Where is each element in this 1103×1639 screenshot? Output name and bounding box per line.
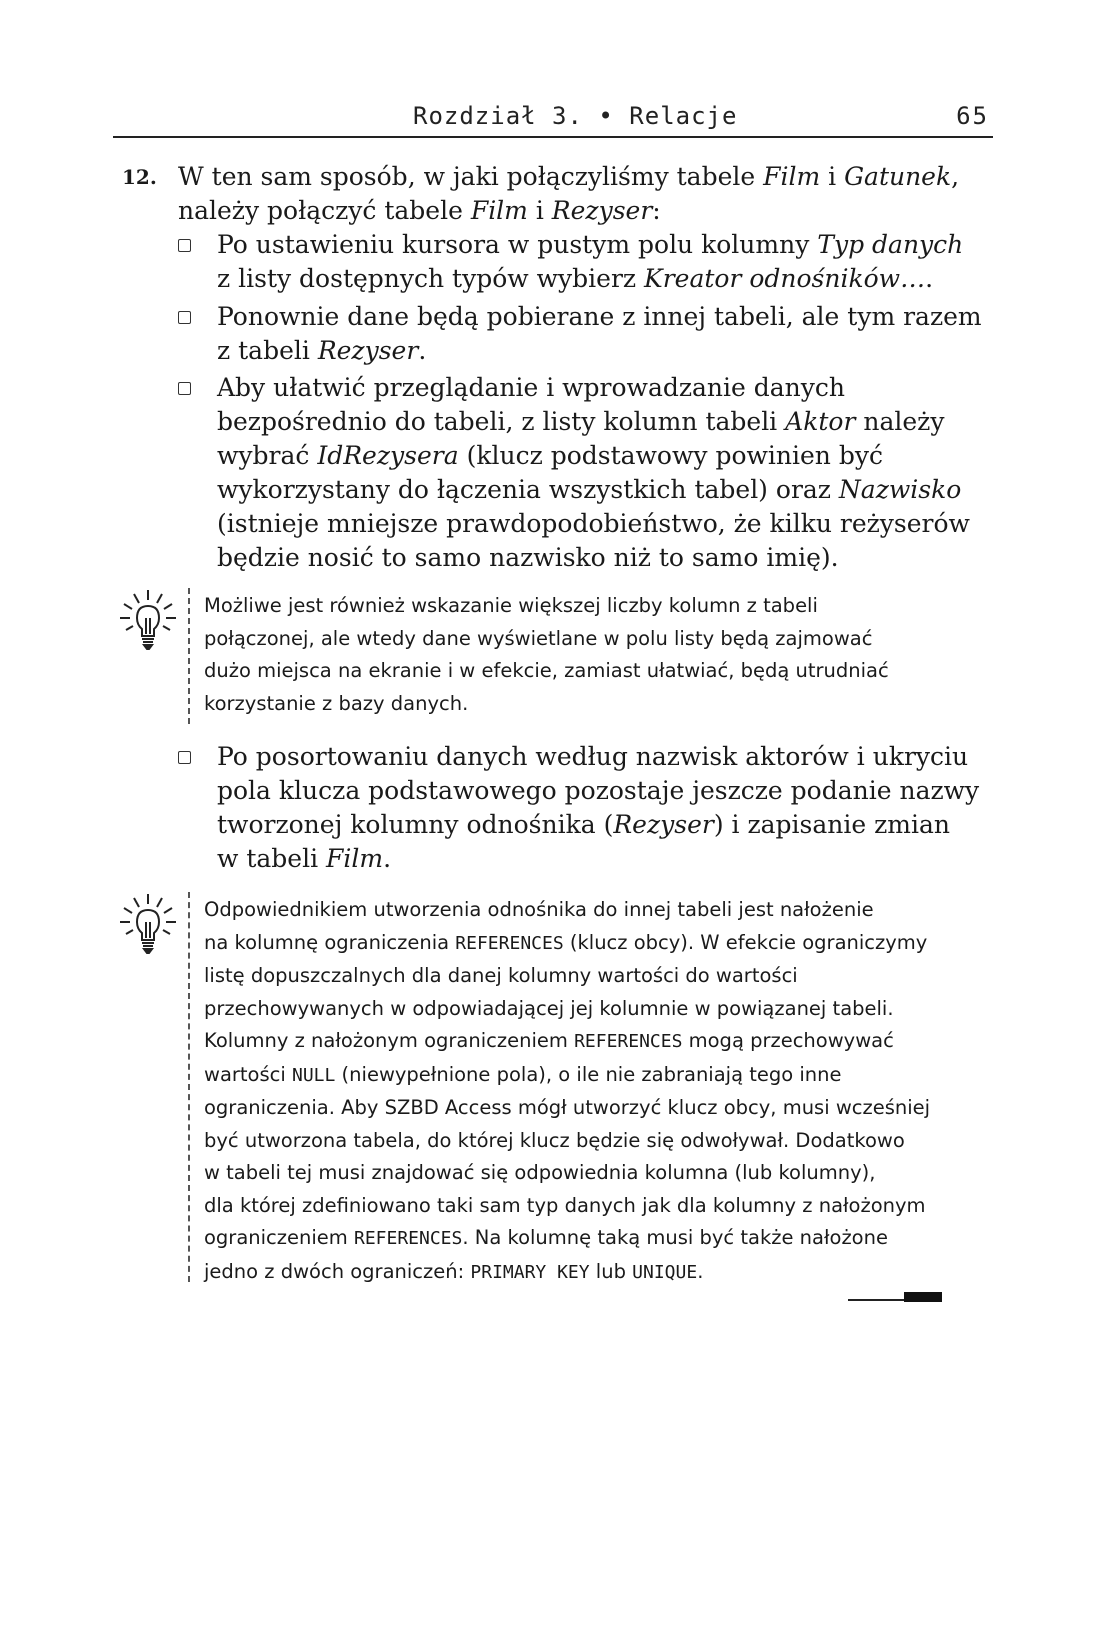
page-number: 65 <box>956 102 989 130</box>
list-item-text: Ponownie dane będą pobierane z innej tabeli, ale tym razem z tabeli Rezyser. <box>217 302 982 365</box>
checkbox-bullet-icon <box>178 751 191 764</box>
code-keyword: REFERENCES <box>574 1031 683 1052</box>
code-keyword: REFERENCES <box>455 932 564 954</box>
checkbox-bullet-icon <box>178 311 191 324</box>
code-keyword: NULL <box>292 1064 336 1086</box>
list-item-text: Aby ułatwić przeglądanie i wprowadzanie danych bezpośrednio do tabeli, z listy kolumn tabeli Aktor należy wybrać IdRezysera (klucz podstawowy powinien być wykorzystany do łączenia wszystkich tabel) oraz Nazwisko (istnieje mniejsze prawdopodobieństwo, że kilku reżyserów będzie nosić to samo nazwisko niż to samo imię). <box>217 373 970 572</box>
lightbulb-icon <box>118 892 178 956</box>
code-keyword: PRIMARY KEY <box>470 1261 590 1283</box>
list-item-text: Po ustawieniu kursora w pustym polu kolumny Typ danych z listy dostępnych typów wybierz Kreator odnośników…. <box>217 230 964 293</box>
tip-divider <box>188 892 190 1282</box>
checkbox-bullet-icon <box>178 382 191 395</box>
tip-text: Odpowiednikiem utworzenia odnośnika do innej tabeli jest nałożenie na kolumnę ograniczenia REFERENCES (klucz obcy). W efekcie ograniczymy listę dopuszczalnych dla danej kolumny wartości do wartości przechowywanych w odpowiadającej jej kolumnie w powiązanej tabeli. Kolumny z nałożonym ograniczeniem REFERENCES mogą przechowywać wartości NULL (niewypełnione pola), o ile nie zabraniają tego inne ograniczenia. Aby SZBD Access mógł utworzyć klucz obcy, musi wcześniej być utworzona tabela, do której klucz będzie się odwoływał. Dodatkowo w tabeli tej musi znajdować się odpowiednia kolumna (lub kolumny), dla której zdefiniowano taki sam typ danych jak dla kolumny z nałożonym ograniczeniem REFERENCES. Na kolumnę taką musi być także nałożone jedno z dwóch ograniczeń: PRIMARY KEY lub UNIQUE. <box>204 898 931 1283</box>
end-mark-block <box>904 1292 942 1302</box>
code-keyword: UNIQUE <box>632 1261 698 1283</box>
chapter-title: Rozdział 3. • Relacje <box>413 102 738 130</box>
end-mark-line <box>848 1299 908 1301</box>
tip-text: Możliwe jest również wskazanie większej liczby kolumn z tabeli połączonej, ale wtedy dane wyświetlane w polu listy będą zajmować dużo miejsca na ekranie i w efekcie, zamiast ułatwiać, będą utrudniać korzystanie z bazy danych. <box>204 594 889 715</box>
code-keyword: REFERENCES <box>353 1228 463 1249</box>
tip-divider <box>188 588 190 724</box>
checkbox-bullet-icon <box>178 239 191 252</box>
running-header <box>113 96 993 138</box>
step-number: 12. <box>122 165 157 189</box>
lightbulb-icon <box>118 588 178 652</box>
end-of-section-mark <box>848 1290 942 1304</box>
list-item-text: Po posortowaniu danych według nazwisk aktorów i ukryciu pola klucza podstawowego pozostaje jeszcze podanie nazwy tworzonej kolumny odnośnika (Rezyser) i zapisanie zmian w tabeli Film. <box>217 742 980 873</box>
step-text: W ten sam sposób, w jaki połączyliśmy tabele Film i Gatunek, należy połączyć tabele Film i Rezyser: <box>178 162 960 225</box>
